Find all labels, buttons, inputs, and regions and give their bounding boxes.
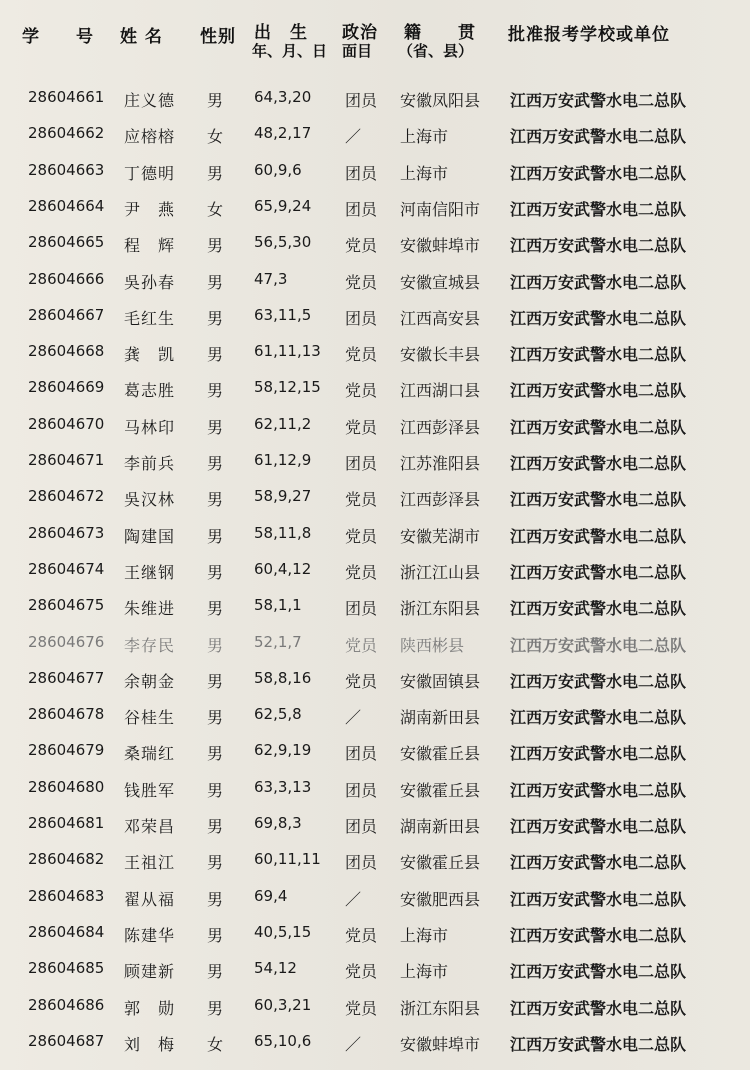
sex-cell: 男 — [207, 236, 224, 256]
table-row — [0, 879, 750, 916]
student-id-cell: 28604671 — [28, 451, 105, 469]
birth-date-cell: 60,9,6 — [254, 160, 302, 179]
header-birth-line2: 年、月、日 — [252, 42, 328, 60]
name-cell: 程 辉 — [124, 236, 176, 256]
table-row — [0, 189, 750, 226]
political-status-cell: 党员 — [345, 236, 378, 256]
approved-unit-cell: 江西万安武警水电二总队 — [510, 998, 687, 1018]
student-id-cell: 28604662 — [28, 124, 105, 143]
student-id-cell: 28604673 — [28, 523, 105, 542]
native-place-cell: 安徽蚌埠市 — [400, 1034, 481, 1054]
table-row — [0, 80, 750, 117]
approved-unit-cell: 江西万安武警水电二总队 — [510, 417, 687, 437]
political-status-cell: 党员 — [345, 635, 378, 655]
political-status-cell: 党员 — [345, 962, 378, 982]
birth-date-cell: 62,11,2 — [254, 414, 312, 433]
table-row — [0, 842, 750, 879]
student-id-cell: 28604668 — [28, 342, 105, 361]
header-student-id: 学 号 — [22, 27, 94, 47]
table-header — [0, 0, 750, 70]
approved-unit-cell: 江西万安武警水电二总队 — [510, 562, 687, 582]
approved-unit-cell: 江西万安武警水电二总队 — [510, 962, 687, 982]
political-status-cell: ／ — [345, 889, 362, 909]
student-id-cell: 28604676 — [28, 632, 105, 651]
approved-unit-cell: 江西万安武警水电二总队 — [510, 744, 687, 764]
birth-date-cell: 61,12,9 — [254, 451, 312, 469]
name-cell: 刘 梅 — [124, 1034, 176, 1054]
political-status-cell: 团员 — [345, 163, 378, 183]
name-cell: 李前兵 — [124, 454, 176, 473]
student-id-cell: 28604675 — [28, 596, 105, 615]
approved-unit-cell: 江西万安武警水电二总队 — [510, 1034, 687, 1054]
name-cell: 谷桂生 — [124, 708, 176, 728]
birth-date-cell: 65,9,24 — [254, 196, 312, 215]
header-birth-line1: 出 生 — [254, 23, 308, 43]
political-status-cell: 党员 — [345, 345, 378, 365]
sex-cell: 男 — [207, 708, 224, 728]
table-row — [0, 1024, 750, 1061]
header-sex: 性别 — [200, 27, 236, 47]
approved-unit-cell: 江西万安武警水电二总队 — [510, 671, 687, 691]
name-cell: 丁德明 — [124, 163, 176, 183]
name-cell: 郭 勋 — [124, 998, 176, 1018]
name-cell: 翟从福 — [124, 889, 176, 909]
name-cell: 吳汉林 — [124, 490, 176, 510]
sex-cell: 男 — [207, 308, 224, 328]
native-place-cell: 江西高安县 — [400, 308, 481, 328]
native-place-cell: 上海市 — [400, 127, 449, 147]
student-id-cell: 28604664 — [28, 196, 105, 215]
student-id-cell: 28604680 — [28, 777, 105, 796]
table-row — [0, 625, 750, 662]
student-id-cell: 28604684 — [28, 922, 105, 941]
name-cell: 邓荣昌 — [124, 817, 176, 836]
political-status-cell: 团员 — [345, 91, 378, 110]
approved-unit-cell: 江西万安武警水电二总队 — [510, 454, 687, 473]
header-native-line2: （省、县） — [398, 42, 474, 60]
birth-date-cell: 58,11,8 — [254, 523, 312, 542]
approved-unit-cell: 江西万安武警水电二总队 — [510, 308, 687, 328]
sex-cell: 男 — [207, 853, 224, 873]
native-place-cell: 湖南新田县 — [400, 708, 481, 728]
sex-cell: 男 — [207, 345, 224, 365]
student-id-cell: 28604678 — [28, 705, 105, 724]
name-cell: 吳孙春 — [124, 272, 176, 292]
approved-unit-cell: 江西万安武警水电二总队 — [510, 345, 687, 365]
native-place-cell: 安徽固镇县 — [400, 671, 481, 691]
sex-cell: 男 — [207, 526, 224, 546]
approved-unit-cell: 江西万安武警水电二总队 — [510, 127, 687, 147]
sex-cell: 男 — [207, 962, 224, 982]
sex-cell: 男 — [207, 780, 224, 800]
birth-date-cell: 62,9,19 — [254, 741, 312, 760]
student-id-cell: 28604661 — [28, 88, 105, 106]
table-row — [0, 806, 750, 843]
birth-date-cell: 58,8,16 — [254, 668, 312, 687]
student-id-cell: 28604666 — [28, 269, 105, 288]
native-place-cell: 安徽肥西县 — [400, 889, 481, 909]
political-status-cell: 团员 — [345, 817, 378, 836]
name-cell: 钱胜军 — [124, 780, 176, 800]
table-row — [0, 733, 750, 770]
student-id-cell: 28604665 — [28, 233, 105, 252]
student-id-cell: 28604682 — [28, 850, 105, 869]
political-status-cell: ／ — [345, 708, 362, 728]
name-cell: 毛红生 — [124, 308, 176, 328]
student-id-cell: 28604681 — [28, 814, 105, 832]
native-place-cell: 上海市 — [400, 962, 449, 982]
name-cell: 陈建华 — [124, 925, 176, 945]
native-place-cell: 湖南新田县 — [400, 817, 481, 836]
sex-cell: 男 — [207, 817, 224, 836]
native-place-cell: 江苏淮阳县 — [400, 454, 481, 473]
sex-cell: 男 — [207, 490, 224, 510]
birth-date-cell: 56,5,30 — [254, 233, 312, 252]
sex-cell: 男 — [207, 744, 224, 764]
approved-unit-cell: 江西万安武警水电二总队 — [510, 526, 687, 546]
approved-unit-cell: 江西万安武警水电二总队 — [510, 91, 687, 110]
table-row — [0, 116, 750, 153]
native-place-cell: 安徽凤阳县 — [400, 91, 481, 110]
name-cell: 尹 燕 — [124, 199, 176, 219]
table-row — [0, 915, 750, 952]
approved-unit-cell: 江西万安武警水电二总队 — [510, 817, 687, 836]
approved-unit-cell: 江西万安武警水电二总队 — [510, 163, 687, 183]
student-id-cell: 28604672 — [28, 487, 105, 506]
table-row — [0, 262, 750, 299]
table-row — [0, 334, 750, 371]
political-status-cell: 党员 — [345, 417, 378, 437]
table-row — [0, 552, 750, 589]
student-id-cell: 28604669 — [28, 378, 105, 397]
approved-unit-cell: 江西万安武警水电二总队 — [510, 853, 687, 873]
name-cell: 李存民 — [124, 635, 176, 655]
political-status-cell: 党员 — [345, 671, 378, 691]
sex-cell: 男 — [207, 454, 224, 473]
student-id-cell: 28604670 — [28, 414, 105, 433]
name-cell: 葛志胜 — [124, 381, 176, 401]
name-cell: 桑瑞红 — [124, 744, 176, 764]
birth-date-cell: 48,2,17 — [254, 124, 312, 143]
political-status-cell: ／ — [345, 1034, 362, 1054]
approved-unit-cell: 江西万安武警水电二总队 — [510, 381, 687, 401]
birth-date-cell: 58,12,15 — [254, 378, 321, 397]
birth-date-cell: 52,1,7 — [254, 632, 302, 651]
birth-date-cell: 63,11,5 — [254, 305, 312, 324]
birth-date-cell: 58,9,27 — [254, 487, 312, 506]
birth-date-cell: 62,5,8 — [254, 705, 302, 724]
birth-date-cell: 65,10,6 — [254, 1031, 312, 1050]
birth-date-cell: 40,5,15 — [254, 922, 312, 941]
sex-cell: 男 — [207, 671, 224, 691]
birth-date-cell: 60,4,12 — [254, 559, 312, 578]
native-place-cell: 河南信阳市 — [400, 199, 481, 219]
header-politics-line2: 面目 — [342, 42, 373, 60]
sex-cell: 男 — [207, 925, 224, 945]
table-row — [0, 661, 750, 698]
sex-cell: 男 — [207, 635, 224, 655]
native-place-cell: 江西湖口县 — [400, 381, 481, 401]
approved-unit-cell: 江西万安武警水电二总队 — [510, 780, 687, 800]
name-cell: 朱维进 — [124, 599, 176, 619]
name-cell: 余朝金 — [124, 671, 176, 691]
political-status-cell: 党员 — [345, 998, 378, 1018]
table-row — [0, 298, 750, 335]
native-place-cell: 浙江江山县 — [400, 562, 481, 582]
native-place-cell: 浙江东阳县 — [400, 599, 481, 619]
birth-date-cell: 63,3,13 — [254, 777, 312, 796]
approved-unit-cell: 江西万安武警水电二总队 — [510, 272, 687, 292]
student-id-cell: 28604663 — [28, 160, 105, 179]
political-status-cell: 团员 — [345, 308, 378, 328]
student-id-cell: 28604686 — [28, 995, 105, 1014]
native-place-cell: 安徽霍丘县 — [400, 853, 481, 873]
sex-cell: 男 — [207, 889, 224, 909]
sex-cell: 女 — [207, 199, 224, 219]
sex-cell: 男 — [207, 91, 224, 110]
birth-date-cell: 69,8,3 — [254, 814, 302, 832]
sex-cell: 男 — [207, 562, 224, 582]
table-row — [0, 153, 750, 190]
approved-unit-cell: 江西万安武警水电二总队 — [510, 236, 687, 256]
political-status-cell: 党员 — [345, 490, 378, 510]
student-id-cell: 28604679 — [28, 741, 105, 760]
sex-cell: 男 — [207, 163, 224, 183]
approved-unit-cell: 江西万安武警水电二总队 — [510, 925, 687, 945]
sex-cell: 男 — [207, 272, 224, 292]
birth-date-cell: 61,11,13 — [254, 342, 321, 361]
native-place-cell: 安徽蚌埠市 — [400, 236, 481, 256]
table-row — [0, 479, 750, 516]
political-status-cell: 团员 — [345, 454, 378, 473]
birth-date-cell: 47,3 — [254, 269, 288, 288]
native-place-cell: 安徽芜湖市 — [400, 526, 481, 546]
native-place-cell: 上海市 — [400, 163, 449, 183]
native-place-cell: 安徽宣城县 — [400, 272, 481, 292]
political-status-cell: 党员 — [345, 925, 378, 945]
sex-cell: 男 — [207, 417, 224, 437]
name-cell: 顾建新 — [124, 962, 176, 982]
student-id-cell: 28604687 — [28, 1031, 105, 1050]
political-status-cell: 团员 — [345, 744, 378, 764]
approved-unit-cell: 江西万安武警水电二总队 — [510, 599, 687, 619]
native-place-cell: 安徽长丰县 — [400, 345, 481, 365]
table-row — [0, 443, 750, 480]
table-row — [0, 407, 750, 444]
student-id-cell: 28604677 — [28, 668, 105, 687]
birth-date-cell: 64,3,20 — [254, 88, 312, 106]
header-name: 姓 名 — [120, 27, 163, 47]
sex-cell: 男 — [207, 998, 224, 1018]
table-row — [0, 516, 750, 553]
political-status-cell: 党员 — [345, 562, 378, 582]
name-cell: 庄义德 — [124, 91, 176, 110]
sex-cell: 男 — [207, 381, 224, 401]
student-id-cell: 28604685 — [28, 959, 105, 978]
sex-cell: 女 — [207, 127, 224, 147]
birth-date-cell: 58,1,1 — [254, 596, 302, 615]
table-row — [0, 588, 750, 625]
native-place-cell: 浙江东阳县 — [400, 998, 481, 1018]
approved-unit-cell: 江西万安武警水电二总队 — [510, 490, 687, 510]
header-native-line1: 籍 贯 — [404, 23, 476, 43]
approved-unit-cell: 江西万安武警水电二总队 — [510, 635, 687, 655]
name-cell: 王继钢 — [124, 562, 176, 582]
native-place-cell: 安徽霍丘县 — [400, 744, 481, 764]
name-cell: 王祖江 — [124, 853, 176, 873]
native-place-cell: 江西彭泽县 — [400, 417, 481, 437]
approved-unit-cell: 江西万安武警水电二总队 — [510, 708, 687, 728]
table-row — [0, 951, 750, 988]
native-place-cell: 江西彭泽县 — [400, 490, 481, 510]
table-row — [0, 225, 750, 262]
birth-date-cell: 69,4 — [254, 886, 288, 905]
political-status-cell: 团员 — [345, 599, 378, 619]
table-row — [0, 697, 750, 734]
name-cell: 马林印 — [124, 417, 176, 437]
political-status-cell: 党员 — [345, 272, 378, 292]
table-row — [0, 370, 750, 407]
student-id-cell: 28604683 — [28, 886, 105, 905]
student-id-cell: 28604674 — [28, 559, 105, 578]
header-politics-line1: 政治 — [342, 23, 378, 43]
name-cell: 应榕榕 — [124, 127, 176, 147]
header-unit: 批准报考学校或单位 — [508, 25, 670, 45]
native-place-cell: 安徽霍丘县 — [400, 780, 481, 800]
birth-date-cell: 54,12 — [254, 959, 297, 978]
political-status-cell: ／ — [345, 127, 362, 147]
birth-date-cell: 60,3,21 — [254, 995, 312, 1014]
approved-unit-cell: 江西万安武警水电二总队 — [510, 199, 687, 219]
name-cell: 陶建国 — [124, 526, 176, 546]
native-place-cell: 陕西彬县 — [400, 635, 465, 655]
approved-unit-cell: 江西万安武警水电二总队 — [510, 889, 687, 909]
political-status-cell: 团员 — [345, 853, 378, 873]
political-status-cell: 党员 — [345, 526, 378, 546]
political-status-cell: 党员 — [345, 381, 378, 401]
sex-cell: 女 — [207, 1034, 224, 1054]
table-row — [0, 988, 750, 1025]
political-status-cell: 团员 — [345, 780, 378, 800]
table-row — [0, 770, 750, 807]
name-cell: 龚 凯 — [124, 345, 176, 365]
native-place-cell: 上海市 — [400, 925, 449, 945]
birth-date-cell: 60,11,11 — [254, 850, 321, 869]
student-id-cell: 28604667 — [28, 305, 105, 324]
political-status-cell: 团员 — [345, 199, 378, 219]
sex-cell: 男 — [207, 599, 224, 619]
